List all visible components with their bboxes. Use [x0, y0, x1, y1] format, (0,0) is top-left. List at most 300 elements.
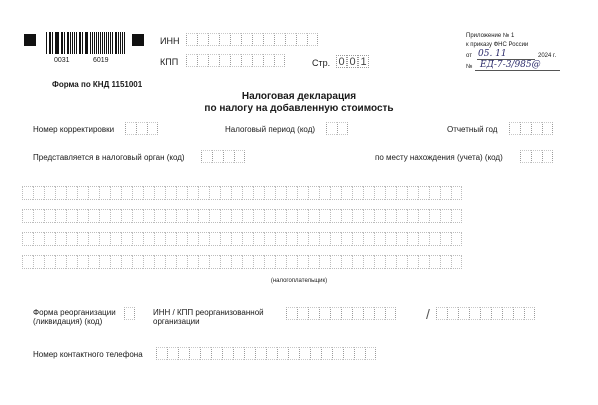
char-cell [330, 209, 341, 223]
tax-authority-code-field[interactable] [201, 150, 245, 163]
char-cell [242, 255, 253, 269]
char-cell [469, 307, 480, 320]
char-cell [165, 232, 176, 246]
char-cell [209, 209, 220, 223]
char-cell [407, 232, 418, 246]
char-cell [99, 209, 110, 223]
char-cell [154, 186, 165, 200]
char-cell [308, 232, 319, 246]
char-cell [341, 186, 352, 200]
reorg-inn-label-1: ИНН / КПП реорганизованной [153, 308, 264, 317]
char-cell [132, 232, 143, 246]
char-cell [520, 122, 531, 135]
char-cell [44, 209, 55, 223]
char-cell [253, 232, 264, 246]
char-cell [354, 347, 365, 360]
char-cell [407, 186, 418, 200]
char-cell [513, 307, 524, 320]
barcode-bar [116, 32, 117, 54]
contact-phone-field[interactable] [156, 347, 376, 360]
char-cell [274, 33, 285, 46]
appendix-date-handwritten: 05. 11 [478, 49, 507, 59]
char-cell [337, 122, 348, 135]
char-cell [429, 209, 440, 223]
char-cell [234, 150, 245, 163]
taxpayer-caption: (налогоплательщик) [270, 278, 328, 284]
char-cell [275, 209, 286, 223]
reorg-inn-field[interactable] [286, 307, 396, 320]
char-cell [219, 54, 230, 67]
barcode-number-left: 0031 [54, 57, 70, 64]
char-cell [352, 255, 363, 269]
char-cell [275, 186, 286, 200]
char-cell [374, 232, 385, 246]
char-cell [264, 232, 275, 246]
appendix-order-handwritten: ЕД-7-3/985@ [480, 60, 541, 70]
char-cell [121, 232, 132, 246]
appendix-line-4-prefix: № [466, 64, 473, 70]
char-cell [110, 255, 121, 269]
appendix-line-3-prefix: от [466, 53, 472, 59]
char-cell [288, 347, 299, 360]
char-cell [209, 186, 220, 200]
char-cell [286, 209, 297, 223]
char-cell [352, 307, 363, 320]
char-cell [363, 255, 374, 269]
reorg-kpp-field[interactable] [436, 307, 535, 320]
char-cell [321, 347, 332, 360]
page-number-field[interactable] [336, 55, 369, 68]
char-cell [418, 186, 429, 200]
char-cell [121, 255, 132, 269]
char-cell [241, 33, 252, 46]
char-cell [418, 255, 429, 269]
char-cell [209, 255, 220, 269]
char-cell [197, 33, 208, 46]
taxpayer-name-field[interactable] [22, 186, 462, 278]
char-cell [332, 347, 343, 360]
char-cell [297, 307, 308, 320]
form-knd-code: Форма по КНД 1151001 [52, 80, 143, 89]
char-cell [198, 186, 209, 200]
char-cell [341, 209, 352, 223]
correction-number-field[interactable] [125, 122, 158, 135]
char-cell [143, 255, 154, 269]
char-cell [143, 186, 154, 200]
char-cell [44, 255, 55, 269]
page-digit: 1 [358, 55, 369, 68]
char-cell [147, 122, 158, 135]
kpp-label: КПП [160, 57, 179, 67]
char-cell [296, 33, 307, 46]
phone-label: Номер контактного телефона [33, 350, 143, 359]
char-cell [319, 255, 330, 269]
char-cell [252, 54, 263, 67]
char-cell [99, 255, 110, 269]
char-cell [458, 307, 469, 320]
char-cell [220, 186, 231, 200]
char-cell [223, 150, 234, 163]
location-code-field[interactable] [520, 150, 553, 163]
char-cell [186, 54, 197, 67]
char-cell [275, 232, 286, 246]
char-cell [189, 347, 200, 360]
barcode-bar [57, 32, 58, 54]
char-cell [44, 186, 55, 200]
char-cell [451, 255, 462, 269]
char-cell [255, 347, 266, 360]
char-cell [480, 307, 491, 320]
char-cell [343, 347, 354, 360]
char-cell [187, 209, 198, 223]
barcode-bar [98, 32, 99, 54]
char-cell [197, 54, 208, 67]
char-cell [208, 33, 219, 46]
char-cell [542, 122, 553, 135]
char-cell [77, 186, 88, 200]
page-digit: 0 [347, 55, 358, 68]
char-cell [165, 209, 176, 223]
char-cell [330, 232, 341, 246]
char-cell [429, 255, 440, 269]
char-cell [66, 232, 77, 246]
barcode-bar [76, 32, 77, 54]
char-cell [374, 255, 385, 269]
char-cell [167, 347, 178, 360]
char-cell [286, 255, 297, 269]
char-cell [319, 209, 330, 223]
char-cell [187, 232, 198, 246]
char-cell [33, 186, 44, 200]
char-cell [330, 307, 341, 320]
char-cell [154, 209, 165, 223]
char-cell [253, 255, 264, 269]
char-cell [274, 54, 285, 67]
char-cell [385, 186, 396, 200]
appendix-line-1: Приложение № 1 [466, 33, 515, 39]
char-cell [308, 255, 319, 269]
char-cell [385, 232, 396, 246]
char-cell [55, 255, 66, 269]
char-cell [308, 307, 319, 320]
char-cell [253, 209, 264, 223]
char-cell [212, 150, 223, 163]
corner-marker-left [24, 34, 36, 46]
barcode-bar [52, 32, 53, 54]
reorg-form-label-1: Форма реорганизации [33, 308, 116, 317]
char-cell [352, 209, 363, 223]
reporting-year-field[interactable] [509, 122, 553, 135]
char-cell [200, 347, 211, 360]
char-cell [219, 33, 230, 46]
char-cell [165, 186, 176, 200]
char-cell [176, 186, 187, 200]
taxpayer-grid-row [22, 255, 462, 269]
char-cell [363, 307, 374, 320]
char-cell [88, 255, 99, 269]
char-cell [198, 255, 209, 269]
char-cell [263, 54, 274, 67]
char-cell [66, 209, 77, 223]
char-cell [374, 307, 385, 320]
char-cell [66, 255, 77, 269]
char-cell [176, 255, 187, 269]
kpp-field[interactable] [186, 54, 285, 67]
char-cell [308, 186, 319, 200]
appendix-line-2: к приказу ФНС России [466, 42, 529, 48]
char-cell [319, 186, 330, 200]
char-cell [22, 209, 33, 223]
char-cell [374, 209, 385, 223]
correction-label: Номер корректировки [33, 125, 115, 134]
char-cell [220, 209, 231, 223]
barcode-bar [108, 32, 109, 54]
char-cell [429, 186, 440, 200]
char-cell [264, 255, 275, 269]
char-cell [136, 122, 147, 135]
char-cell [363, 232, 374, 246]
char-cell [220, 255, 231, 269]
char-cell [211, 347, 222, 360]
char-cell [198, 232, 209, 246]
char-cell [385, 307, 396, 320]
char-cell [418, 209, 429, 223]
char-cell [99, 186, 110, 200]
char-cell [352, 232, 363, 246]
barcode-bar [82, 32, 83, 54]
char-cell [198, 209, 209, 223]
char-cell [22, 232, 33, 246]
inn-label: ИНН [160, 36, 180, 46]
char-cell [33, 209, 44, 223]
char-cell [124, 307, 135, 320]
char-cell [66, 186, 77, 200]
char-cell [88, 232, 99, 246]
taxpayer-grid-row [22, 209, 462, 223]
char-cell [77, 209, 88, 223]
reorg-inn-label-2: организации [153, 317, 200, 326]
char-cell [187, 186, 198, 200]
char-cell [132, 209, 143, 223]
char-cell [491, 307, 502, 320]
year-label: Отчетный год [447, 125, 498, 134]
char-cell [436, 307, 447, 320]
char-cell [88, 186, 99, 200]
char-cell [242, 209, 253, 223]
char-cell [502, 307, 513, 320]
appendix-order-underline [475, 70, 560, 71]
form-title-line-1: Налоговая декларация [241, 91, 357, 102]
char-cell [440, 186, 451, 200]
char-cell [524, 307, 535, 320]
barcode-bar [46, 32, 47, 54]
char-cell [396, 209, 407, 223]
char-cell [143, 232, 154, 246]
barcode-bar [110, 32, 111, 54]
location-label: по месту нахождения (учета) (код) [375, 153, 503, 162]
char-cell [330, 186, 341, 200]
inn-field[interactable] [186, 33, 318, 46]
char-cell [429, 232, 440, 246]
char-cell [451, 232, 462, 246]
char-cell [451, 209, 462, 223]
char-cell [263, 33, 274, 46]
form-title-line-2: по налогу на добавленную стоимость [204, 103, 394, 114]
char-cell [385, 255, 396, 269]
char-cell [110, 186, 121, 200]
char-cell [178, 347, 189, 360]
corner-marker-right [132, 34, 144, 46]
char-cell [121, 186, 132, 200]
authority-label: Представляется в налоговый орган (код) [33, 153, 185, 162]
barcode-bar [92, 32, 93, 54]
char-cell [447, 307, 458, 320]
char-cell [143, 209, 154, 223]
char-cell [264, 209, 275, 223]
char-cell [341, 255, 352, 269]
char-cell [242, 232, 253, 246]
char-cell [110, 232, 121, 246]
char-cell [396, 232, 407, 246]
char-cell [310, 347, 321, 360]
char-cell [220, 232, 231, 246]
char-cell [396, 255, 407, 269]
barcode [46, 32, 126, 54]
char-cell [176, 209, 187, 223]
char-cell [154, 255, 165, 269]
page-label: Стр. [312, 58, 331, 68]
char-cell [440, 255, 451, 269]
taxpayer-grid-row [22, 186, 462, 200]
reorg-form-label-2: (ликвидация) (код) [33, 317, 103, 326]
char-cell [176, 232, 187, 246]
char-cell [451, 186, 462, 200]
inn-kpp-separator: / [426, 306, 430, 322]
char-cell [244, 347, 255, 360]
char-cell [407, 255, 418, 269]
char-cell [520, 150, 531, 163]
char-cell [110, 209, 121, 223]
char-cell [440, 232, 451, 246]
char-cell [22, 186, 33, 200]
char-cell [308, 209, 319, 223]
char-cell [277, 347, 288, 360]
char-cell [286, 186, 297, 200]
char-cell [231, 255, 242, 269]
char-cell [531, 150, 542, 163]
char-cell [253, 186, 264, 200]
char-cell [55, 186, 66, 200]
char-cell [440, 209, 451, 223]
char-cell [407, 209, 418, 223]
appendix-year: 2024 г. [538, 53, 557, 59]
char-cell [297, 209, 308, 223]
char-cell [187, 255, 198, 269]
char-cell [121, 209, 132, 223]
char-cell [286, 307, 297, 320]
char-cell [77, 255, 88, 269]
char-cell [385, 209, 396, 223]
reorg-form-code-field[interactable] [124, 307, 135, 320]
char-cell [88, 209, 99, 223]
char-cell [231, 209, 242, 223]
char-cell [266, 347, 277, 360]
char-cell [326, 122, 337, 135]
char-cell [233, 347, 244, 360]
char-cell [319, 232, 330, 246]
char-cell [319, 307, 330, 320]
char-cell [341, 232, 352, 246]
char-cell [186, 33, 197, 46]
char-cell [363, 209, 374, 223]
page-digit: 0 [336, 55, 347, 68]
char-cell [77, 232, 88, 246]
char-cell [365, 347, 376, 360]
char-cell [297, 255, 308, 269]
char-cell [44, 232, 55, 246]
char-cell [341, 307, 352, 320]
char-cell [352, 186, 363, 200]
barcode-bar [87, 32, 88, 54]
char-cell [55, 232, 66, 246]
char-cell [330, 255, 341, 269]
char-cell [242, 186, 253, 200]
char-cell [297, 186, 308, 200]
char-cell [275, 255, 286, 269]
tax-period-field[interactable] [326, 122, 348, 135]
char-cell [231, 186, 242, 200]
char-cell [231, 232, 242, 246]
char-cell [165, 255, 176, 269]
char-cell [209, 232, 220, 246]
char-cell [55, 209, 66, 223]
char-cell [285, 33, 296, 46]
char-cell [230, 54, 241, 67]
char-cell [418, 232, 429, 246]
char-cell [542, 150, 553, 163]
taxpayer-grid-row [22, 232, 462, 246]
char-cell [99, 232, 110, 246]
char-cell [374, 186, 385, 200]
char-cell [132, 255, 143, 269]
char-cell [264, 186, 275, 200]
barcode-bar [102, 32, 103, 54]
char-cell [531, 122, 542, 135]
char-cell [22, 255, 33, 269]
period-label: Налоговый период (код) [225, 125, 316, 134]
char-cell [201, 150, 212, 163]
char-cell [33, 232, 44, 246]
char-cell [230, 33, 241, 46]
char-cell [222, 347, 233, 360]
char-cell [509, 122, 520, 135]
char-cell [396, 186, 407, 200]
barcode-bar [64, 32, 65, 54]
char-cell [297, 232, 308, 246]
char-cell [132, 186, 143, 200]
char-cell [241, 54, 252, 67]
char-cell [125, 122, 136, 135]
char-cell [156, 347, 167, 360]
barcode-bar [122, 32, 123, 54]
char-cell [299, 347, 310, 360]
barcode-bar [67, 32, 68, 54]
char-cell [252, 33, 263, 46]
barcode-bar [74, 32, 75, 54]
char-cell [363, 186, 374, 200]
char-cell [208, 54, 219, 67]
char-cell [307, 33, 318, 46]
